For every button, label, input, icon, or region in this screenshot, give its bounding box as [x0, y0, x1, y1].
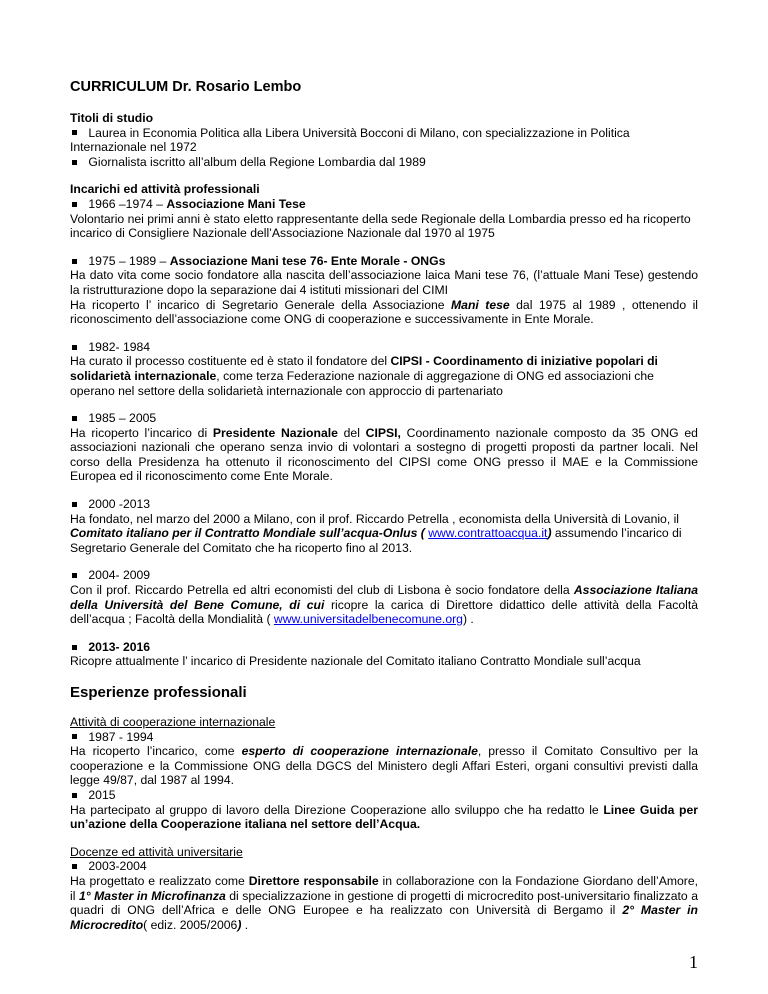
incarico-3-text: Ha curato il processo costituente ed è stato il fondatore del CIPSI - Coordinamento di iniziative popolari di solidarietà internazionale, come terza Federazione nazionale di aggregazione di ONG ed associazioni che operano nel settore della solidarietà internazionale con approccio di partenariato: [70, 354, 658, 398]
coop-date-1: 1987 - 1994: [70, 730, 698, 745]
incarico-6-text: Con il prof. Riccardo Petrella ed altri economisti del club di Lisbona è socio fondatore della Associazione Italiana della Università del Bene Comune, di cui ricopre la carica di Direttore didattico delle attività della Facoltà dell’acqua ; Facoltà della Mondialità ( www.universitadelbenecomune.org) .: [70, 583, 698, 627]
coop-text-2: Ha partecipato al gruppo di lavoro della Direzione Cooperazione allo sviluppo che ha redatto le Linee Guida per un’azione della Cooperazione italiana nel settore dell’Acqua.: [70, 802, 698, 832]
coop-text-1: Ha ricoperto l’incarico, come esperto di cooperazione internazionale, presso il Comitato Consultivo per la cooperazione e la Commissione ONG della DGCS del Ministero degli Affari Esteri, organi consultivi previsti dalla legge 49/87, dal 1987 al 1994.: [70, 744, 698, 788]
studi-item-1-cont: Internazionale nel 1972: [70, 140, 197, 155]
contrattoacqua-link[interactable]: www.contrattoacqua.it: [428, 526, 548, 541]
incarico-5-text: Ha fondato, nel marzo del 2000 a Milano, con il prof. Riccardo Petrella , economista della Università di Lovanio, il Comitato italiano per il Contratto Mondiale sull’acqua-Onlus ( www.contrattoacqua.it) assumendo l’incarico di Segretario Generale del Comitato che ha ricoperto fino al 2013.: [70, 511, 682, 555]
bullet-icon: [72, 793, 77, 798]
page-number: 1: [689, 952, 698, 973]
incarico-2-date: 1975 – 1989 – Associazione Mani tese 76- Ente Morale - ONGs: [70, 254, 698, 269]
document-page: [70, 78, 698, 932]
bullet-icon: [72, 734, 77, 739]
incarico-4-date: 1985 – 2005: [70, 411, 698, 426]
incarico-3-date: 1982- 1984: [70, 340, 698, 355]
incarico-6-date: 2004- 2009: [70, 568, 698, 583]
bullet-icon: [72, 160, 77, 165]
bullet-icon: [72, 259, 77, 264]
docenze-text-1: Ha progettato e realizzato come Direttore responsabile in collaborazione con la Fondazione Giordano dell’Amore, il 1° Master in Microfinanza di specializzazione in gestione di progetti di microcredito post-universitario finalizzato a quadri di ONG dell’Africa e delle ONG Europee e ha realizzato con Università di Bergamo il 2° Master in Microcredito( ediz. 2005/2006) .: [70, 873, 698, 932]
bullet-icon: [72, 502, 77, 507]
bullet-icon: [72, 573, 77, 578]
incarico-4-text: Ha ricoperto l’incarico di Presidente Nazionale del CIPSI, Coordinamento nazionale composto da 35 ONG ed associazioni nazionali che operano senza invio di volontari a sostegno di progetti proposti da partner locali. Nel corso della Presidenza ha ottenuto il riconoscimento del CIPSI come ONG presso il MAE e la Commissione Europea ed il riconoscimento come Ente Morale.: [70, 425, 698, 484]
bullet-icon: [72, 416, 77, 421]
bullet-icon: [72, 130, 77, 135]
bullet-icon: [72, 202, 77, 207]
bullet-icon: [72, 864, 77, 869]
incarico-7-text: Ricopre attualmente l’ incarico di Presidente nazionale del Comitato italiano Contratto Mondiale sull’acqua: [70, 654, 641, 669]
coop-date-2: 2015: [70, 788, 698, 803]
document-title: CURRICULUM Dr. Rosario Lembo: [70, 79, 302, 95]
bullet-icon: [72, 645, 77, 650]
incarico-2-text-1: Ha dato vita come socio fondatore alla nascita dell’associazione laica Mani tese 76, (l’attuale Mani Tese) gestendo la ristrutturazione dopo la separazione dai 4 istituti missionari del CIMI: [70, 268, 698, 297]
coop-heading: Attività di cooperazione internazionale: [70, 715, 276, 729]
incarico-2-text-2: Ha ricoperto l’ incarico di Segretario Generale della Associazione Mani tese dal 1975 al 1989 , ottenendo il riconoscimento dell’associazione come ONG di cooperazione e successivamente in Ente Morale.: [70, 297, 699, 327]
incarico-1-date: 1966 –1974 – Associazione Mani Tese: [70, 197, 698, 212]
studi-heading: Titoli di studio: [70, 111, 154, 125]
universitadelbenecomune-link[interactable]: www.universitadelbenecomune.org: [273, 612, 463, 627]
incarico-1-text: Volontario nei primi anni è stato eletto rappresentante della sede Regionale della Lombardia presso ed ha ricoperto incarico di Consigliere Nazionale dell’Associazione Nazionale dal 1970 al 1975: [70, 211, 691, 241]
incarico-7-date: 2013- 2016: [70, 640, 698, 655]
studi-item-1: Laurea in Economia Politica alla Libera Università Bocconi di Milano, con specializzazione in Politica: [70, 126, 698, 141]
docenze-heading: Docenze ed attività universitarie: [70, 844, 243, 859]
bullet-icon: [72, 345, 77, 350]
studi-item-2: Giornalista iscritto all’album della Regione Lombardia dal 1989: [70, 155, 698, 170]
docenze-date-1: 2003-2004: [70, 859, 698, 874]
esperienze-heading: Esperienze professionali: [70, 684, 247, 701]
incarico-5-date: 2000 -2013: [70, 497, 698, 512]
incarichi-heading: Incarichi ed attività professionali: [70, 182, 260, 197]
